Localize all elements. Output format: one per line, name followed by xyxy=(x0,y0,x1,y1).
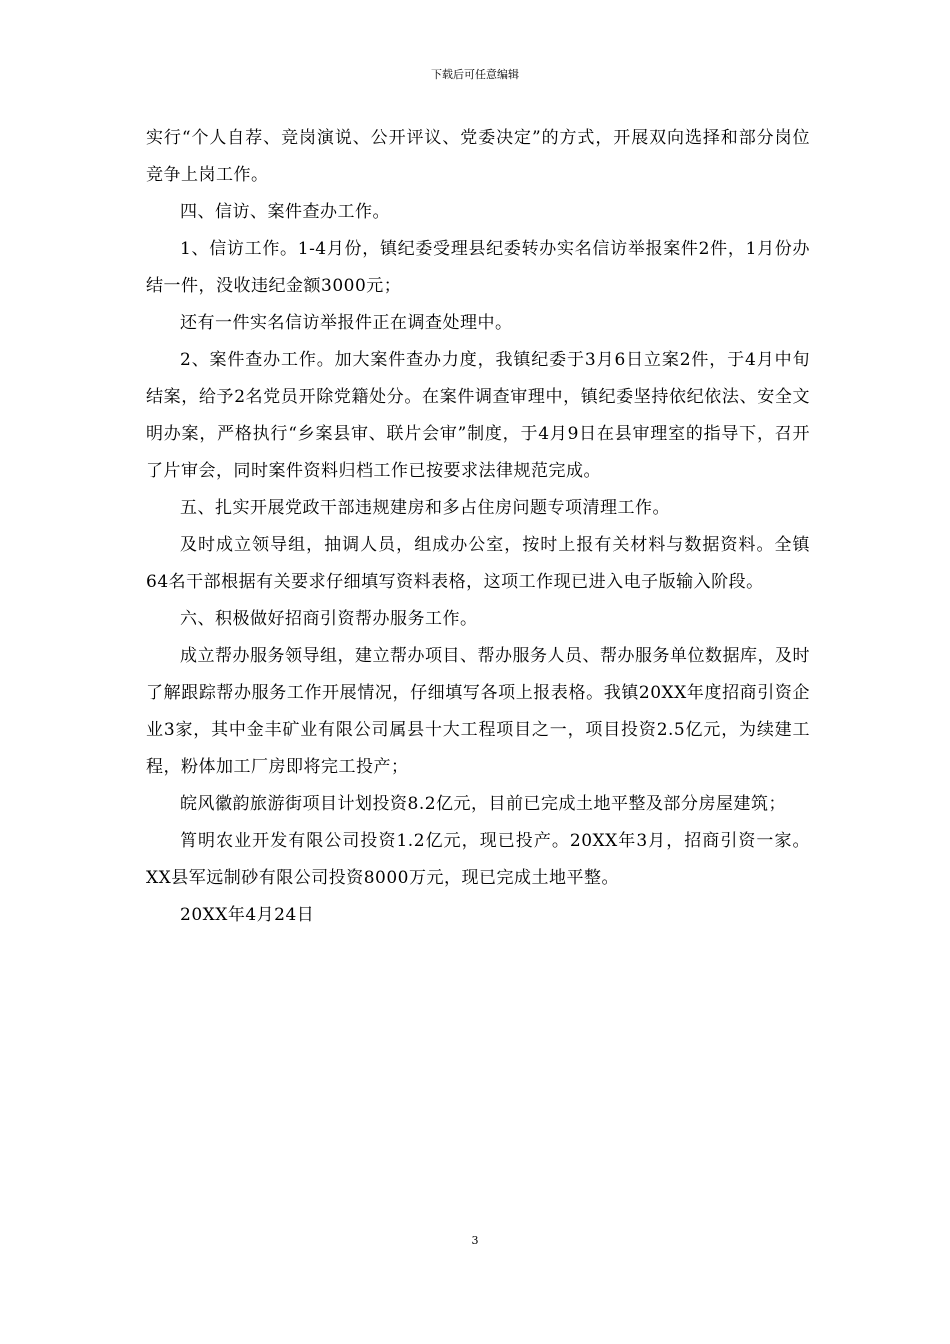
page-number: 3 xyxy=(471,1234,479,1247)
paragraph-continuation: 实行“个人自荐、竞岗演说、公开评议、党委决定”的方式，开展双向选择和部分岗位竞争上岗工作。 xyxy=(146,128,810,185)
section-heading-investment-service: 六、积极做好招商引资帮办服务工作。 xyxy=(180,609,478,629)
section-heading-petitions-cases: 四、信访、案件查办工作。 xyxy=(180,202,390,222)
document-body xyxy=(146,120,810,934)
document-date: 20XX年4月24日 xyxy=(180,905,315,925)
paragraph-petition-pending: 还有一件实名信访举报件正在调查处理中。 xyxy=(180,313,513,333)
header-note: 下载后可任意编辑 xyxy=(431,68,519,81)
paragraph-tourism-street: 皖风徽韵旅游街项目计划投资8.2亿元，目前已完成土地平整及部分房屋建筑； xyxy=(180,794,787,814)
paragraph-housing-cleanup: 及时成立领导组，抽调人员，组成办公室，按时上报有关材料与数据资料。全镇64名干部根据有关要求仔细填写资料表格，这项工作现已进入电子版输入阶段。 xyxy=(146,535,810,592)
paragraph-investment-service: 成立帮办服务领导组，建立帮办项目、帮办服务人员、帮办服务单位数据库，及时了解跟踪帮办服务工作开展情况，仔细填写各项上报表格。我镇20XX年度招商引资企业3家，其中金丰矿业有限公司属县十大工程项目之一，项目投资2.5亿元，为续建工程，粉体加工厂房即将完工投产； xyxy=(146,646,810,777)
paragraph-petition-work: 1、信访工作。1-4月份，镇纪委受理县纪委转办实名信访举报案件2件，1月份办结一件，没收违纪金额3000元； xyxy=(146,239,810,296)
paragraph-case-investigation: 2、案件查办工作。加大案件查办力度，我镇纪委于3月6日立案2件，于4月中旬结案，给予2名党员开除党籍处分。在案件调查审理中，镇纪委坚持依纪依法、安全文明办案，严格执行“乡案县审、联片会审”制度，于4月9日在县审理室的指导下，召开了片审会，同时案件资料归档工作已按要求法律规范完成。 xyxy=(146,350,810,481)
section-heading-housing-cleanup: 五、扎实开展党政干部违规建房和多占住房问题专项清理工作。 xyxy=(180,498,670,518)
paragraph-agriculture-company: 筲明农业开发有限公司投资1.2亿元，现已投产。20XX年3月，招商引资一家。XX县军远制砂有限公司投资8000万元，现已完成土地平整。 xyxy=(146,831,810,888)
